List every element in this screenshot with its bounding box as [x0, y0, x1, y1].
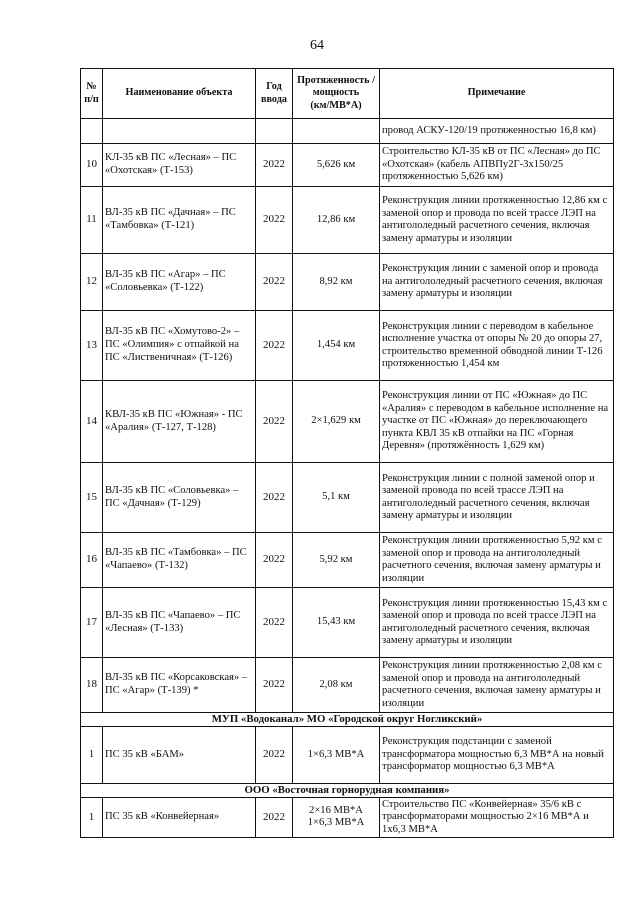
cell-year: 2022 [256, 658, 293, 713]
cell-year: 2022 [256, 311, 293, 381]
cell-name: ВЛ-35 кВ ПС «Корсаковская» – ПС «Агар» (Т-139) * [103, 658, 256, 713]
cell-length: 12,86 км [293, 187, 380, 254]
table-row [81, 797, 614, 837]
cell-length: 1×6,3 МВ*А [293, 726, 380, 783]
table-row [81, 381, 614, 463]
cell-note: Строительство КЛ-35 кВ от ПС «Лесная» до ПС «Охотская» (кабель АПВПу2Г-3х150/25 протяженностью 5,626 км) [380, 144, 614, 187]
header-name: Наименование объекта [103, 69, 256, 119]
cell-length: 2×16 МВ*А 1×6,3 МВ*А [293, 797, 380, 837]
cell-year: 2022 [256, 144, 293, 187]
cell-year: 2022 [256, 797, 293, 837]
cell-length: 5,1 км [293, 463, 380, 533]
continuation-row [81, 119, 614, 144]
cell-num: 1 [81, 726, 103, 783]
cell-name: ВЛ-35 кВ ПС «Агар» – ПС «Соловьевка» (Т-122) [103, 254, 256, 311]
table-row [81, 726, 614, 783]
cell-name [103, 119, 256, 144]
cell-year [256, 119, 293, 144]
cell-length: 8,92 км [293, 254, 380, 311]
table-row [81, 144, 614, 187]
cell-num: 1 [81, 797, 103, 837]
header-note: Примечание [380, 69, 614, 119]
cell-name: ВЛ-35 кВ ПС «Чапаево» – ПС «Лесная» (Т-133) [103, 588, 256, 658]
cell-length: 5,92 км [293, 533, 380, 588]
cell-note: Строительство ПС «Конвейерная» 35/6 кВ с трансформаторами мощностью 2×16 МВ*А и 1х6,3 МВ*А [380, 797, 614, 837]
table-row [81, 187, 614, 254]
header-year: Год ввода [256, 69, 293, 119]
table-row [81, 658, 614, 713]
cell-note: Реконструкция линии протяженностью 2,08 км с заменой опор и провода на антигололедный расчетного сечения, включая замену арматуры и изоляции [380, 658, 614, 713]
cell-length: 2×1,629 км [293, 381, 380, 463]
cell-year: 2022 [256, 588, 293, 658]
objects-table [80, 68, 614, 838]
cell-name: КЛ-35 кВ ПС «Лесная» – ПС «Охотская» (Т-153) [103, 144, 256, 187]
section-title: ООО «Восточная горнорудная компания» [81, 783, 614, 797]
cell-note: Реконструкция подстанции с заменой трансформатора мощностью 6,3 МВ*А на новый трансформатор мощностью 6,3 МВ*А [380, 726, 614, 783]
table-row [81, 254, 614, 311]
cell-num: 15 [81, 463, 103, 533]
cell-name: ВЛ-35 кВ ПС «Дачная» – ПС «Тамбовка» (Т-121) [103, 187, 256, 254]
cell-num: 11 [81, 187, 103, 254]
header-length: Протяженность / мощность (км/МВ*А) [293, 69, 380, 119]
cell-note: Реконструкция линии от ПС «Южная» до ПС «Аралия» с переводом в кабельное исполнение на участке от ПС «Южная» до переключающего пункта КВЛ 35 кВ отпайки на ПС «Горная Деревня» (протяжённость 1,629 км) [380, 381, 614, 463]
cell-length [293, 119, 380, 144]
cell-year: 2022 [256, 381, 293, 463]
cell-year: 2022 [256, 533, 293, 588]
cell-num: 17 [81, 588, 103, 658]
cell-note: Реконструкция линии с заменой опор и провода на антигололедный расчетного сечения, включая замену арматуры и изоляции [380, 254, 614, 311]
cell-note: Реконструкция линии с переводом в кабельное исполнение участка от опоры № 20 до опоры 27, строительство временной обводной линии Т-126 протяженностью 1,454 км [380, 311, 614, 381]
cell-name: КВЛ-35 кВ ПС «Южная» - ПС «Аралия» (Т-127, Т-128) [103, 381, 256, 463]
cell-num: 10 [81, 144, 103, 187]
table-row [81, 311, 614, 381]
cell-num: 14 [81, 381, 103, 463]
cell-note: Реконструкция линии с полной заменой опор и заменой провода по всей трассе ЛЭП на антигололедный расчетного сечения, включая замену арматуры и изоляции [380, 463, 614, 533]
cell-year: 2022 [256, 254, 293, 311]
section-title: МУП «Водоканал» МО «Городской округ Ногликский» [81, 713, 614, 727]
cell-note: Реконструкция линии протяженностью 5,92 км с заменой опор и провода на антигололедный расчетного сечения, включая замену арматуры и изоляции [380, 533, 614, 588]
cell-name: ПС 35 кВ «БАМ» [103, 726, 256, 783]
cell-name: ПС 35 кВ «Конвейерная» [103, 797, 256, 837]
table-row [81, 588, 614, 658]
cell-num [81, 119, 103, 144]
cell-name: ВЛ-35 кВ ПС «Соловьевка» – ПС «Дачная» (Т-129) [103, 463, 256, 533]
cell-note: провод АСКУ-120/19 протяженностью 16,8 км) [380, 119, 614, 144]
cell-year: 2022 [256, 463, 293, 533]
cell-length: 5,626 км [293, 144, 380, 187]
cell-num: 16 [81, 533, 103, 588]
cell-length: 1,454 км [293, 311, 380, 381]
table-header-row [81, 69, 614, 119]
cell-length: 2,08 км [293, 658, 380, 713]
table-row [81, 463, 614, 533]
cell-name: ВЛ-35 кВ ПС «Хомутово-2» – ПС «Олимпия» с отпайкой на ПС «Лиственичная» (Т-126) [103, 311, 256, 381]
cell-note: Реконструкция линии протяженностью 12,86 км с заменой опор и провода по всей трассе ЛЭП на антигололедный расчетного сечения, включая замену арматуры и изоляции [380, 187, 614, 254]
cell-length: 15,43 км [293, 588, 380, 658]
section-header-row [81, 783, 614, 797]
cell-note: Реконструкция линии протяженностью 15,43 км с заменой опор и провода по всей трассе ЛЭП на антигололедный расчетного сечения, включая замену арматуры и изоляции [380, 588, 614, 658]
header-num: № п/п [81, 69, 103, 119]
cell-num: 18 [81, 658, 103, 713]
table-row [81, 533, 614, 588]
cell-year: 2022 [256, 726, 293, 783]
cell-year: 2022 [256, 187, 293, 254]
section-header-row [81, 713, 614, 727]
cell-num: 12 [81, 254, 103, 311]
page-number: 64 [310, 38, 324, 53]
cell-name: ВЛ-35 кВ ПС «Тамбовка» – ПС «Чапаево» (Т-132) [103, 533, 256, 588]
cell-num: 13 [81, 311, 103, 381]
